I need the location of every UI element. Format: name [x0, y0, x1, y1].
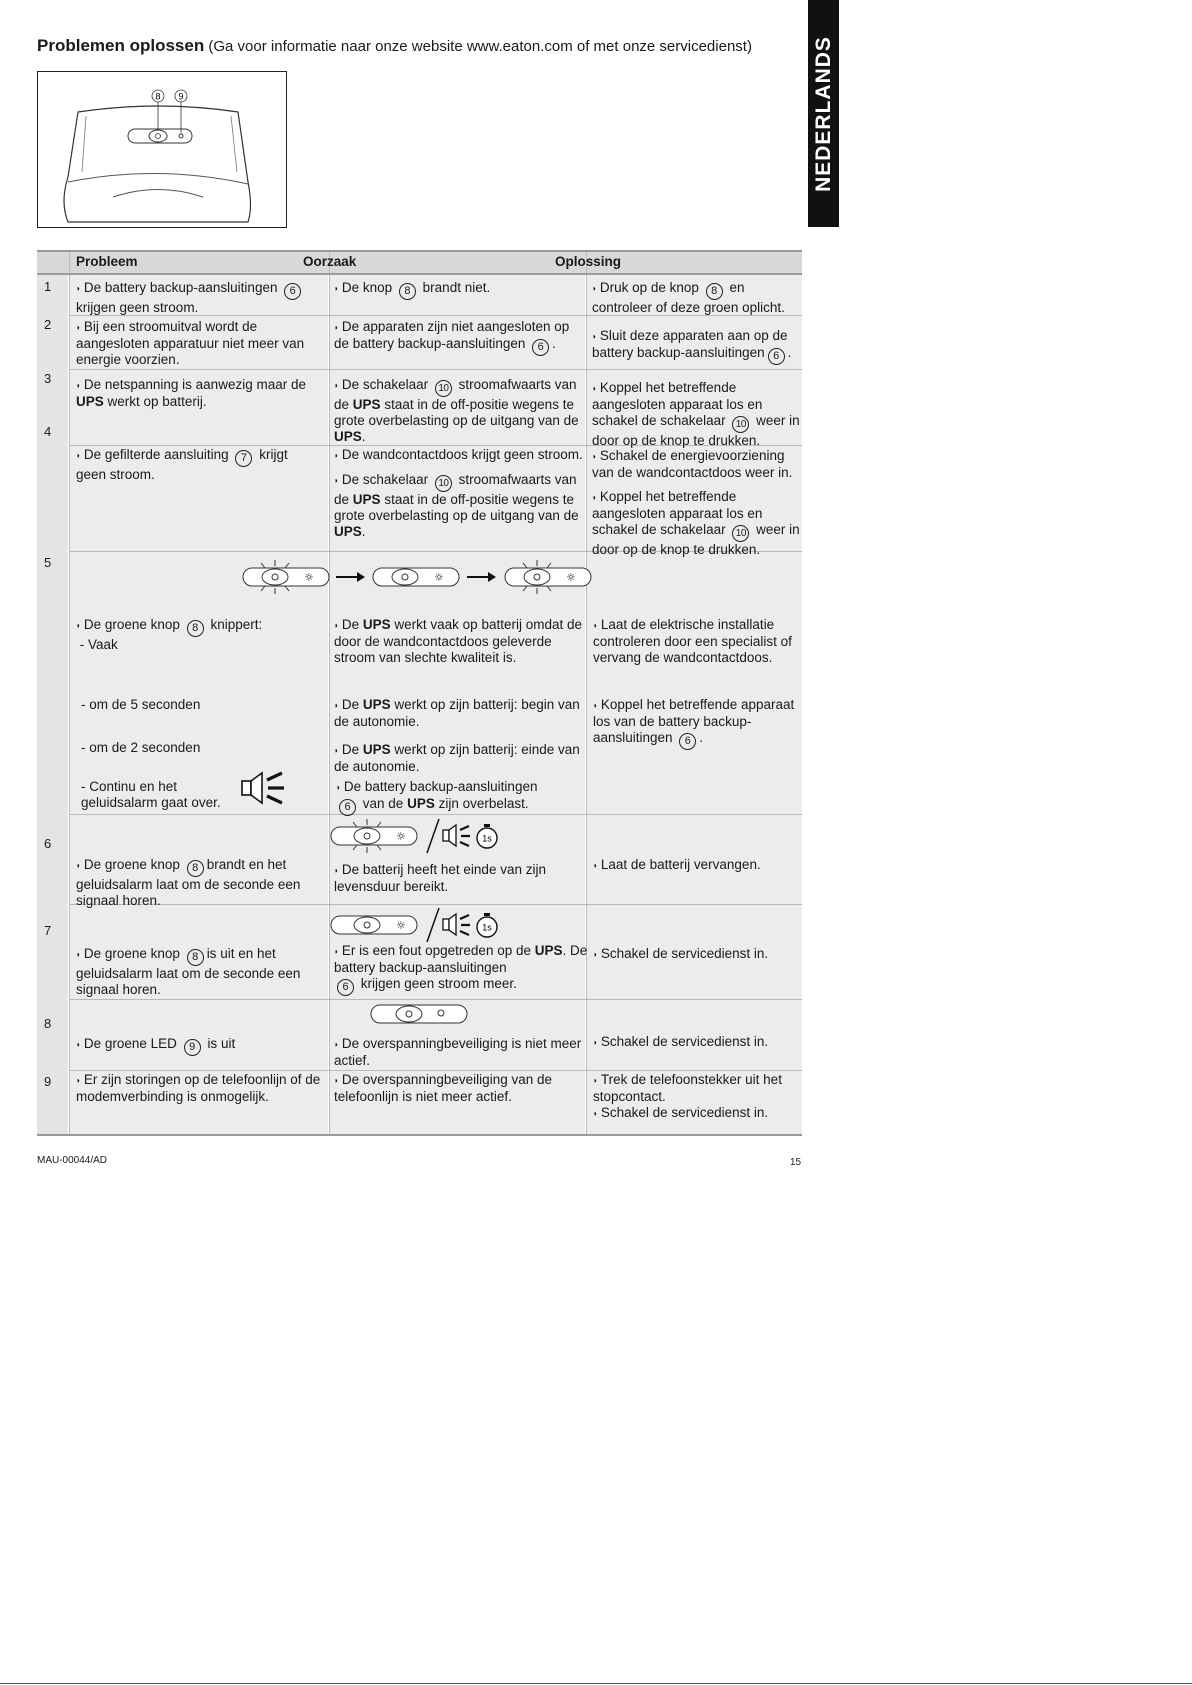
row1-problem: ◗ De battery backup-aansluitingen 6krijgen geen stroom.	[76, 280, 326, 316]
row-number: 9	[44, 1074, 52, 1089]
col-divider	[69, 250, 70, 1136]
row6-solution: ◗ Laat de batterij vervangen.	[593, 857, 761, 872]
figure-callout-9: 9	[178, 91, 184, 102]
callout-badge: 6	[532, 339, 549, 356]
row5-cause-a: ◗ De UPS werkt vaak op batterij omdat de door de wandcontactdoos geleverde stroom van slechte kwaliteit is.	[334, 617, 583, 665]
row9-problem: ◗ Er zijn storingen op de telefoonlijn of de modemverbinding is onmogelijk.	[76, 1072, 321, 1104]
row5-solution-a: ◗ Laat de elektrische installatie controleren door een specialist of vervang de wandcontactdoos.	[593, 617, 792, 665]
row9-solution: ◗ Trek de telefoonstekker uit het stopcontact. ◗ Schakel de servicedienst in.	[593, 1072, 782, 1120]
row7-cause: ◗ Er is een fout opgetreden op de UPS. De battery backup-aansluitingen 6 krijgen geen stroom meer.	[334, 943, 589, 996]
svg-text:☼: ☼	[434, 571, 444, 584]
row8-cause: ◗ De overspanningbeveiliging is niet meer actief.	[334, 1036, 582, 1068]
row3-cause: ◗ De schakelaar 10 stroomafwaarts van de UPS staat in de off-positie wegens te grote overbelasting op de uitgang van de UPS.	[334, 377, 579, 444]
svg-text:☼: ☼	[396, 830, 406, 843]
row5-solution-b: ◗ Koppel het betreffende apparaat los van de battery backup-aansluitingen 6 .	[593, 697, 802, 750]
row3-problem: ◗ De netspanning is aanwezig maar de UPS werkt op batterij.	[76, 377, 306, 409]
callout-badge: 10	[435, 380, 452, 397]
page-title-note: (Ga voor informatie naar onze website www.eaton.com of met onze servicedienst)	[208, 38, 752, 55]
row2-problem: ◗ Bij een stroomuitval wordt de aangesloten apparatuur niet meer van energie voorzien.	[76, 319, 305, 367]
callout-badge: 8	[187, 949, 204, 966]
led-blink-sequence-icon	[237, 558, 657, 594]
row4-solution: ◗ Schakel de energievoorziening van de wandcontactdoos weer in. ◗ Koppel het betreffende aangesloten apparaat los en schakel de schakelaar 10 weer in door op de knop te drukken.	[592, 448, 800, 557]
row8-problem: ◗ De groene LED 9 is uit	[76, 1036, 326, 1056]
row8-solution: ◗ Schakel de servicedienst in.	[593, 1034, 769, 1049]
callout-badge: 8	[187, 860, 204, 877]
row2-solution: ◗ Sluit deze apparaten aan op de battery backup-aansluitingen 6 .	[592, 328, 800, 365]
ups-top-view-drawing	[38, 72, 286, 227]
row2-cause: ◗ De apparaten zijn niet aangesloten op de battery backup-aansluitingen 6 .	[334, 319, 584, 356]
row1-solution: ◗ Druk op de knop 8 en controleer of deze groen oplicht.	[592, 280, 785, 315]
callout-badge: 9	[184, 1039, 201, 1056]
row1-cause: ◗ De knop 8 brandt niet.	[334, 280, 584, 300]
svg-text:☼: ☼	[304, 571, 314, 584]
row-number: 4	[44, 424, 52, 439]
row6-problem: ◗ De groene knop 8 brandt en het geluidsalarm laat om de seconde een signaal horen.	[76, 857, 301, 908]
row-divider	[70, 999, 802, 1000]
led-off-with-alarm-icon	[329, 906, 549, 944]
row4-solution-1: Schakel de energievoorziening van de wandcontactdoos weer in.	[592, 448, 793, 480]
page-title-main: Problemen oplossen	[37, 36, 205, 55]
row5-problem-c: - om de 2 seconden	[81, 740, 201, 755]
row9-solution-1: Trek de telefoonstekker uit het stopcontact.	[593, 1072, 782, 1104]
row4-cause-1: De wandcontactdoos krijgt geen stroom.	[341, 447, 583, 462]
language-tab	[808, 0, 839, 227]
speaker-alarm-icon	[238, 768, 290, 808]
svg-text:☼: ☼	[396, 919, 406, 932]
timer-label: 1s	[482, 922, 492, 933]
callout-badge: 6	[337, 979, 354, 996]
number-column-bg	[37, 250, 68, 1136]
row-number: 8	[44, 1016, 52, 1031]
page-bottom-rule	[0, 1683, 1192, 1684]
row5-cause-b: ◗ De UPS werkt op zijn batterij: begin van de autonomie.	[334, 697, 580, 729]
header-solution: Oplossing	[555, 254, 622, 269]
row-divider	[37, 250, 802, 252]
row-divider	[37, 1134, 802, 1136]
row6-cause: ◗ De batterij heeft het einde van zijn levensduur bereikt.	[334, 862, 546, 894]
row9-cause: ◗ De overspanningbeveiliging van de telefoonlijn is niet meer actief.	[334, 1072, 552, 1104]
callout-badge: 7	[235, 450, 252, 467]
surge-led-off-icon	[369, 1001, 469, 1027]
row-number: 3	[44, 371, 52, 386]
callout-badge: 6	[339, 799, 356, 816]
row-number: 6	[44, 836, 52, 851]
document-code: MAU-00044/AD	[37, 1155, 108, 1166]
troubleshooting-table	[37, 250, 802, 1136]
row9-solution-2: Schakel de servicedienst in.	[600, 1105, 769, 1120]
row5-cause-d: ◗ De battery backup-aansluitingen 6 van de UPS zijn overbelast.	[336, 779, 586, 816]
svg-text:☼: ☼	[566, 571, 576, 584]
row7-problem: ◗ De groene knop 8 is uit en het geluidsalarm laat om de seconde een signaal horen.	[76, 946, 301, 997]
row-divider	[37, 273, 802, 275]
table-header-bg	[37, 250, 802, 273]
row-divider	[70, 1070, 802, 1071]
callout-badge: 10	[732, 416, 749, 433]
col-divider	[586, 250, 587, 1136]
row-divider	[70, 369, 802, 370]
callout-badge: 8	[187, 620, 204, 637]
col-divider	[329, 250, 330, 1136]
callout-badge: 6	[679, 733, 696, 750]
callout-badge: 10	[732, 525, 749, 542]
row3-solution: ◗ Koppel het betreffende aangesloten apparaat los en schakel de schakelaar 10 weer in door op de knop te drukken.	[592, 380, 800, 448]
language-tab-label: NEDERLANDS	[811, 35, 835, 192]
callout-badge: 10	[435, 475, 452, 492]
ups-top-view-figure	[37, 71, 287, 228]
callout-badge: 8	[399, 283, 416, 300]
row4-problem: ◗ De gefilterde aansluiting 7 krijgt geen stroom.	[76, 447, 288, 482]
led-on-with-alarm-icon	[329, 817, 549, 855]
callout-badge: 8	[706, 283, 723, 300]
row-number: 1	[44, 279, 52, 294]
callout-badge: 6	[284, 283, 301, 300]
row5-problem-b: - om de 5 seconden	[81, 697, 201, 712]
row5-problem: ◗ De groene knop 8 knippert: - Vaak	[76, 617, 263, 652]
row5-cause-c: ◗ De UPS werkt op zijn batterij: einde van de autonomie.	[334, 742, 580, 774]
timer-label: 1s	[482, 833, 492, 844]
row-number: 2	[44, 317, 52, 332]
figure-callout-8: 8	[155, 91, 161, 102]
page-title	[37, 36, 752, 56]
row7-solution: ◗ Schakel de servicedienst in.	[593, 946, 769, 961]
header-cause: Oorzaak	[303, 254, 357, 269]
row5-problem-d: - Continu en het geluidsalarm gaat over.	[81, 779, 221, 810]
callout-badge: 6	[768, 348, 785, 365]
header-problem: Probleem	[76, 254, 138, 269]
row-number: 7	[44, 923, 52, 938]
row-number: 5	[44, 555, 52, 570]
page-number: 15	[790, 1157, 802, 1168]
row4-cause: ◗ De wandcontactdoos krijgt geen stroom. ◗ De schakelaar 10 stroomafwaarts van de UPS staat in de off-positie wegens te grote overbelasting op de uitgang van de UPS.	[334, 447, 583, 539]
